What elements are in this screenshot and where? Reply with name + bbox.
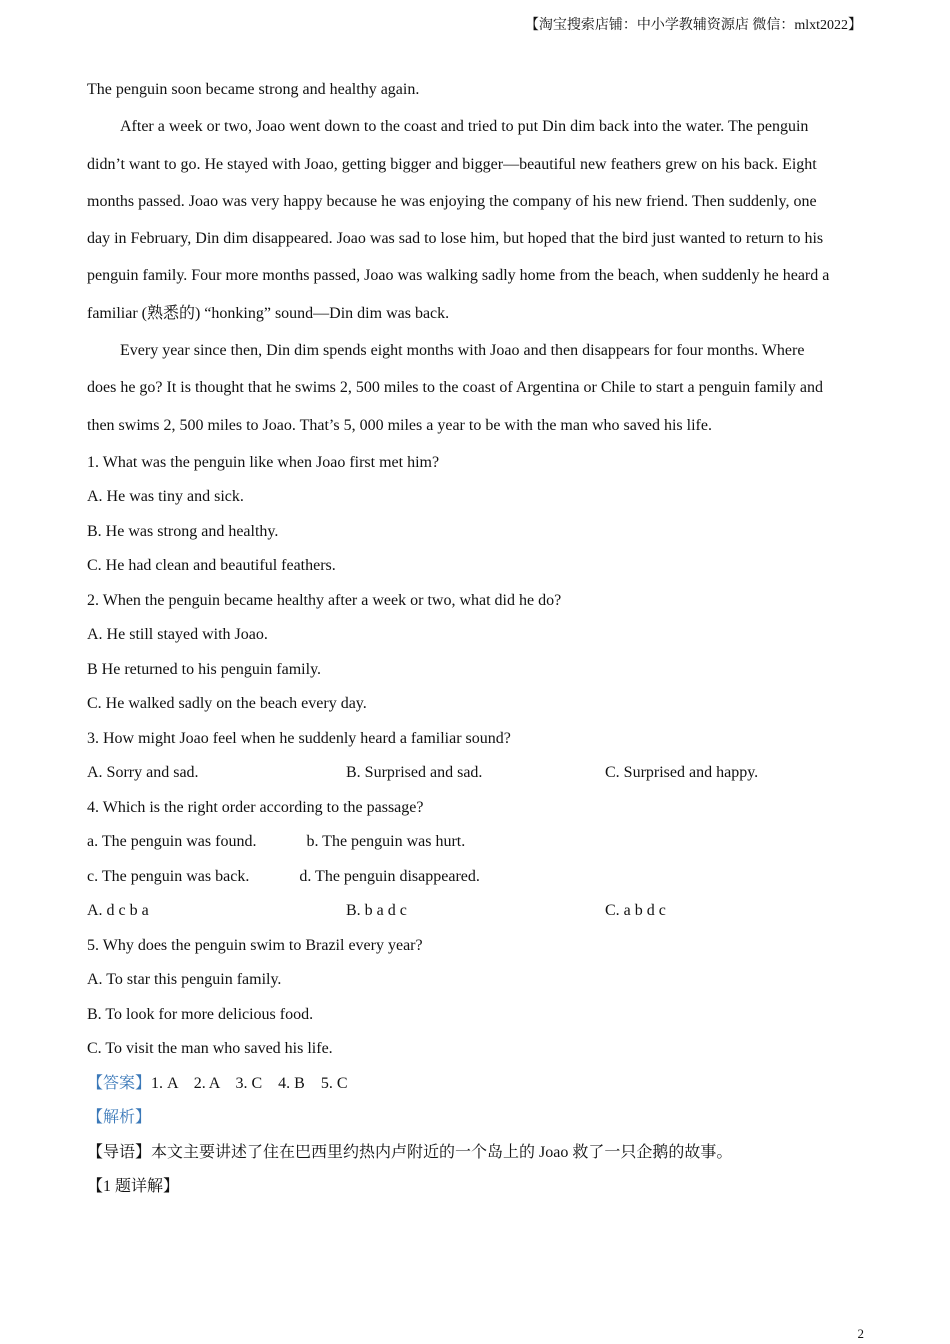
detail-heading: 【1 题详解】 xyxy=(87,1178,180,1196)
analysis-label: 【解析】 xyxy=(87,1109,152,1127)
option: B. To look for more delicious food. xyxy=(87,1005,314,1023)
option: B. He was strong and healthy. xyxy=(87,522,279,540)
question-stem: 2. When the penguin became healthy after a week or two, what did he do? xyxy=(87,591,562,609)
passage-line: months passed. Joao was very happy because he was enjoying the company of his new friend. Then suddenly, one xyxy=(87,192,817,210)
order-item: d. The penguin disappeared. xyxy=(299,867,480,885)
option: C. Surprised and happy. xyxy=(605,764,759,782)
passage-line: familiar (熟悉的) “honking” sound—Din dim was back. xyxy=(87,304,450,322)
option: B. b a d c xyxy=(346,902,407,920)
answer-text: 1. A 2. A 3. C 4. B 5. C xyxy=(151,1074,348,1092)
guide-text: 【导语】本文主要讲述了住在巴西里约热内卢附近的一个岛上的 Joao 救了一只企鹅的故事。 xyxy=(87,1143,733,1161)
option: B He returned to his penguin family. xyxy=(87,660,322,678)
answer-label: 【答案】 xyxy=(87,1074,152,1092)
passage-line: then swims 2, 500 miles to Joao. That’s 5, 000 miles a year to be with the man who saved his life. xyxy=(87,416,712,434)
option: A. d c b a xyxy=(87,902,149,920)
order-item: a. The penguin was found. xyxy=(87,833,257,851)
answer-line xyxy=(87,1072,867,1107)
passage-line: day in February, Din dim disappeared. Joao was sad to lose him, but hoped that the bird just wanted to return to his xyxy=(87,230,824,248)
page-header: 【淘宝搜索店铺：中小学教辅资源店 微信：mlxt2022】 xyxy=(524,18,862,33)
document-body xyxy=(87,78,867,1210)
option-row xyxy=(87,761,867,796)
question-stem: 3. How might Joao feel when he suddenly heard a familiar sound? xyxy=(87,729,511,747)
passage-line: After a week or two, Joao went down to the coast and tried to put Din dim back into the water. The penguin xyxy=(120,118,809,136)
order-items-row xyxy=(87,865,867,900)
option: A. He still stayed with Joao. xyxy=(87,626,268,644)
option: C. He had clean and beautiful feathers. xyxy=(87,557,336,575)
question-stem: 4. Which is the right order according to the passage? xyxy=(87,798,424,816)
passage-line: didn’t want to go. He stayed with Joao, getting bigger and bigger—beautiful new feathers grew on his back. Eight xyxy=(87,155,817,173)
option: C. To visit the man who saved his life. xyxy=(87,1040,333,1058)
passage-line: penguin family. Four more months passed, Joao was walking sadly home from the beach, when suddenly he heard a xyxy=(87,267,830,285)
option: B. Surprised and sad. xyxy=(346,764,483,782)
option: C. He walked sadly on the beach every day. xyxy=(87,695,367,713)
passage-line: The penguin soon became strong and healthy again. xyxy=(87,81,420,98)
passage-line: does he go? It is thought that he swims 2, 500 miles to the coast of Argentina or Chile to start a penguin family and xyxy=(87,379,824,397)
passage-line: Every year since then, Din dim spends eight months with Joao and then disappears for four months. Where xyxy=(120,342,805,360)
question-stem: 1. What was the penguin like when Joao first met him? xyxy=(87,453,440,471)
order-item: c. The penguin was back. xyxy=(87,867,250,885)
option: A. To star this penguin family. xyxy=(87,971,282,989)
option: A. Sorry and sad. xyxy=(87,764,199,782)
page-number: 2 xyxy=(857,1326,864,1341)
question-stem: 5. Why does the penguin swim to Brazil every year? xyxy=(87,936,423,954)
option: A. He was tiny and sick. xyxy=(87,488,244,506)
option: C. a b d c xyxy=(605,902,666,920)
order-item: b. The penguin was hurt. xyxy=(306,833,466,851)
option-row xyxy=(87,899,867,934)
order-items-row xyxy=(87,830,867,865)
